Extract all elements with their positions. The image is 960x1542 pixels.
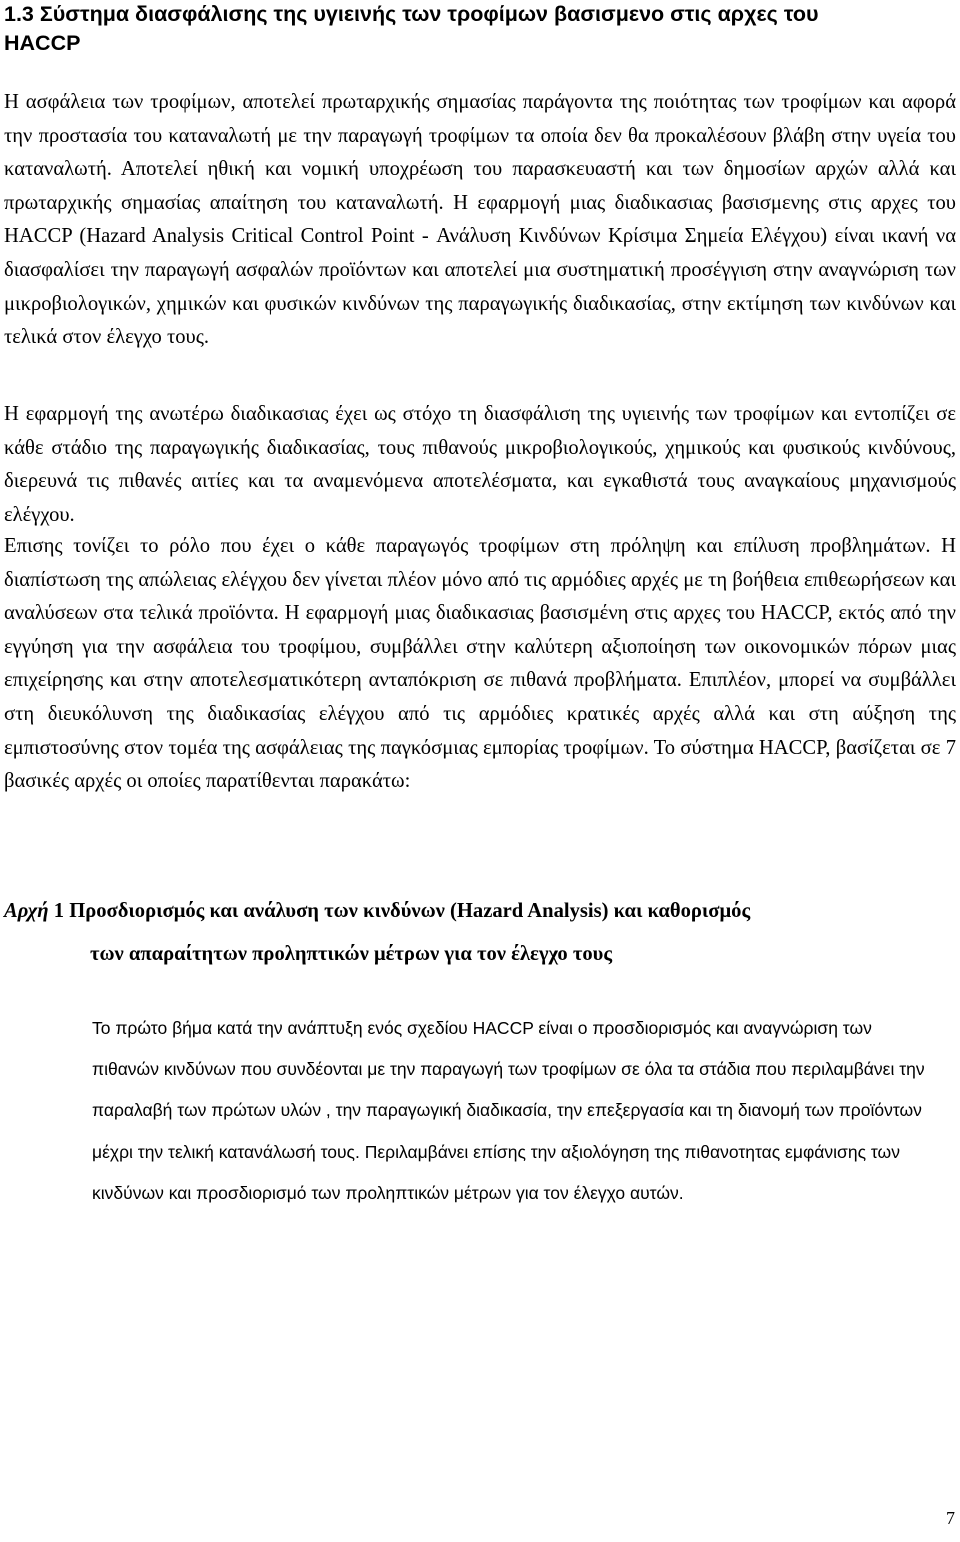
principle-1-heading xyxy=(4,890,954,976)
principle-label: Αρχή xyxy=(4,900,49,922)
principle-title-line-2: των απαραίτητων προληπτικών μέτρων για τον έλεγχο τους xyxy=(90,943,613,965)
principle-title-line-1: 1 Προσδιορισμός και ανάλυση των κινδύνων (Hazard Analysis) και καθορισμός xyxy=(53,900,751,922)
page-number: 7 xyxy=(946,1508,955,1528)
section-heading-line-2: HACCP xyxy=(4,31,81,55)
paragraph-food-safety: Η ασφάλεια των τροφίμων, αποτελεί πρωταρχικής σημασίας παράγοντα της ποιότητας των τροφίμων και αφορά την προστασία του καταναλωτή με την παραγωγή τροφίμων τα οποία δεν θα προκαλέσουν βλάβη στην υγεία του καταναλωτή. Αποτελεί ηθική και νομική υποχρέωση του παρασκευαστή και των δημοσίων αρχών αλλά και πρωταρχικής σημασίας απαίτηση του καταναλωτή. Η εφαρμογή μιας διαδικασιας βασισμενης στις αρχες του HACCP (Hazard Analysis Critical Control Point - Ανάλυση Κινδύνων Κρίσιμα Σημεία Ελέγχου) είναι ικανή να διασφαλίσει την παραγωγή ασφαλών προϊόντων και αποτελεί μια συστηματική προσέγγιση στην αναγνώριση των μικροβιολογικών, χημικών και φυσικών κινδύνων της παραγωγικής διαδικασίας, στην εκτίμηση των κινδύνων και τελικά στον έλεγχο τους. xyxy=(4,91,956,349)
paragraph-producer-role: Επισης τονίζει το ρόλο που έχει ο κάθε παραγωγός τροφίμων στη πρόληψη και επίλυση προβλημάτων. Η διαπίστωση της απώλειας ελέγχου δεν γίνεται πλέον μόνο από τις αρμόδιες αρχές με τη βοήθεια επιθεωρήσεων και αναλύσεων στα τελικά προϊόντα. Η εφαρμογή μιας διαδικασιας βασισμένη στις αρχες του HACCP, εκτός από την εγγύηση για την ασφάλεια του τροφίμου, συμβάλλει στην καλύτερη αξιοποίηση των οικονομικών πόρων μιας επιχείρησης και στην αποτελεσματικότερη ανταπόκριση σε πιθανά προβλήματα. Επιπλέον, μπορεί να συμβάλλει στη διευκόλυνση της διαδικασίας ελέγχου από τις αρμόδιες κρατικές αρχές αλλά και στη αύξηση της εμπιστοσύνης στον τομέα της ασφάλειας της παγκόσμιας εμπορίας τροφίμων. Το σύστημα HACCP, βασίζεται σε 7 βασικές αρχές οι οποίες παρατίθενται παρακάτω: xyxy=(4,535,956,793)
paragraph-haccp-goal: Η εφαρμογή της ανωτέρω διαδικασιας έχει ως στόχο τη διασφάλιση της υγιεινής των τροφίμων και εντοπίζει σε κάθε στάδιο της παραγωγικής διαδικασίας, τους πιθανούς μικροβιολογικούς, χημικούς και φυσικούς κινδύνους, διερευνά τις πιθανές αιτίες και τα αναμενόμενα αποτελέσματα, και εγκαθιστά τους αναγκαίους μηχανισμούς ελέγχου. xyxy=(4,403,956,526)
principle-1-body: Το πρώτο βήμα κατά την ανάπτυξη ενός σχεδίου HACCP είναι ο προσδιορισμός και αναγνώριση των πιθανών κινδύνων που συνδέονται με την παραγωγή των τροφίμων σε όλα τα στάδια που περιλαμβάνει την παραλαβή των πρώτων υλών , την παραγωγική διαδικασία, την επεξεργασία και τη διανομή των προϊόντων μέχρι την τελική κατανάλωσή τους. Περιλαμβάνει επίσης την αξιολόγηση της πιθανοτητας εμφάνισης των κινδύνων και προσδιορισμό των προληπτικών μέτρων για τον έλεγχο αυτών. xyxy=(92,1018,925,1203)
section-heading xyxy=(4,0,944,58)
section-heading-line-1: 1.3 Σύστημα διασφάλισης της υγιεινής των τροφίμων βασισμενο στις αρχες του xyxy=(4,2,819,26)
